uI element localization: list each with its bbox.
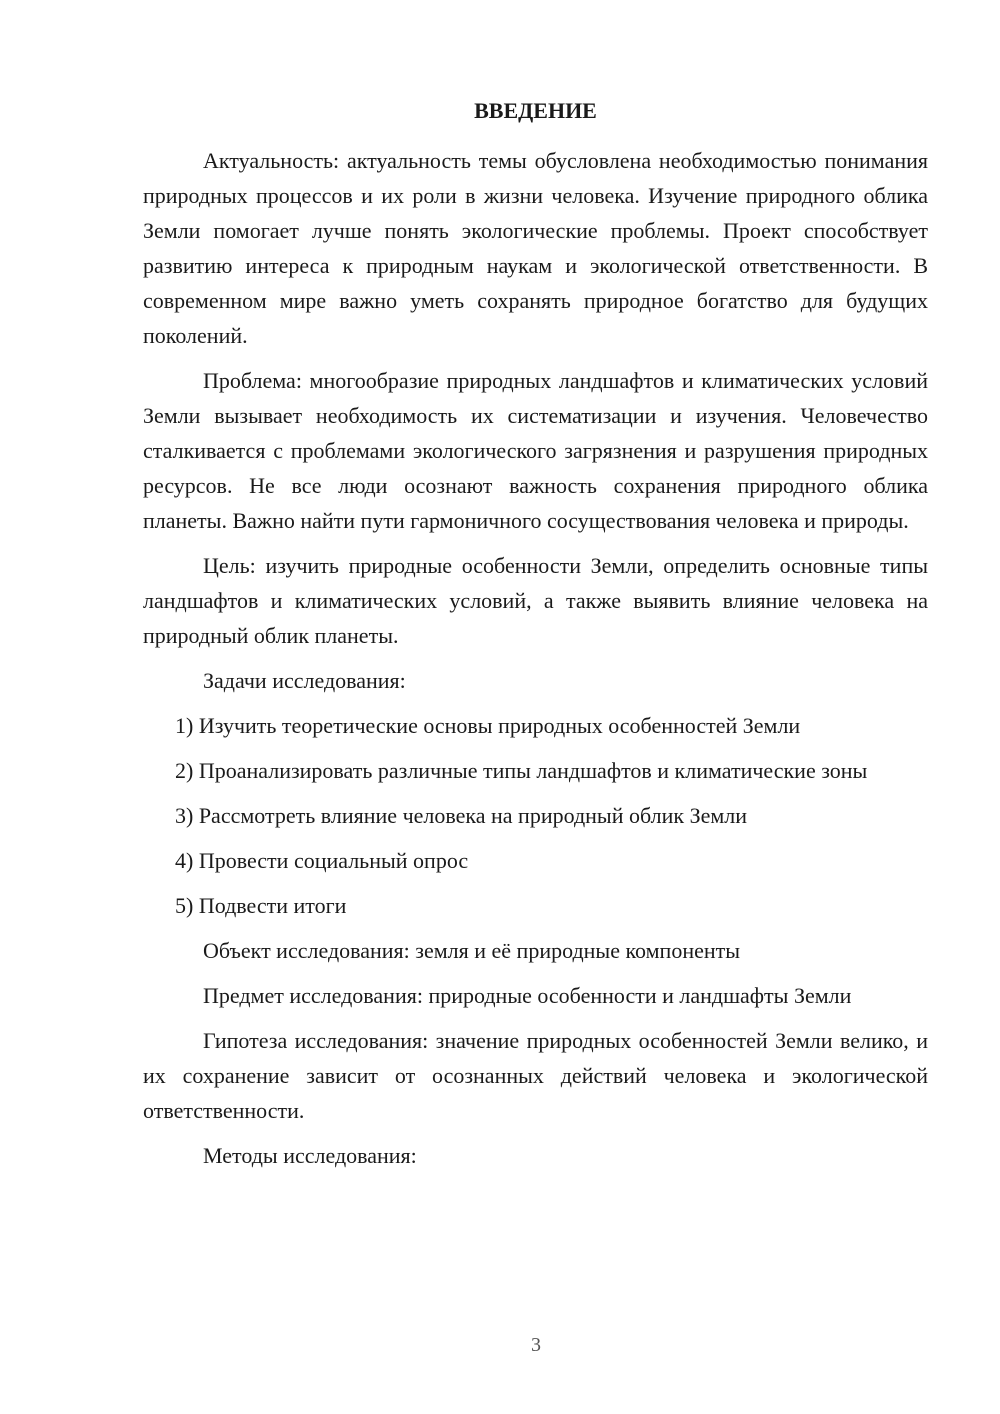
list-item-task-5: 5) Подвести итоги bbox=[175, 893, 347, 918]
list-item-task-3: 3) Рассмотреть влияние человека на природный облик Земли bbox=[175, 803, 748, 828]
list-item-task-1: 1) Изучить теоретические основы природных особенностей Земли bbox=[175, 713, 801, 738]
paragraph-goal: Цель: изучить природные особенности Земли, определить основные типы ландшафтов и климатических условий, а также выявить влияние человека на природный облик планеты. bbox=[143, 553, 928, 648]
section-heading: ВВЕДЕНИЕ bbox=[474, 98, 597, 123]
list-item-task-4: 4) Провести социальный опрос bbox=[175, 848, 469, 873]
paragraph-relevance: Актуальность: актуальность темы обусловлена необходимостью понимания природных процессов и их роли в жизни человека. Изучение природного облика Земли помогает лучше понять экологические проблемы. Проект способствует развитию интереса к природным наукам и экологической ответственности. В современном мире важно уметь сохранять природное богатство для будущих поколений. bbox=[143, 148, 928, 348]
paragraph-problem: Проблема: многообразие природных ландшафтов и климатических условий Земли вызывает необходимость их систематизации и изучения. Человечество сталкивается с проблемами экологического загрязнения и разрушения природных ресурсов. Не все люди осознают важность сохранения природного облика планеты. Важно найти пути гармоничного сосуществования человека и природы. bbox=[143, 368, 928, 533]
page-number: 3 bbox=[531, 1334, 541, 1356]
paragraph-object: Объект исследования: земля и её природные компоненты bbox=[203, 938, 741, 963]
document-page bbox=[143, 96, 928, 1183]
paragraph-subject: Предмет исследования: природные особенности и ландшафты Земли bbox=[203, 983, 852, 1008]
paragraph-hypothesis: Гипотеза исследования: значение природных особенностей Земли велико, и их сохранение зависит от осознанных действий человека и экологической ответственности. bbox=[143, 1028, 928, 1123]
paragraph-methods: Методы исследования: bbox=[203, 1143, 417, 1168]
list-item-task-2: 2) Проанализировать различные типы ландшафтов и климатические зоны bbox=[175, 758, 868, 783]
paragraph-tasks-heading: Задачи исследования: bbox=[203, 668, 406, 693]
